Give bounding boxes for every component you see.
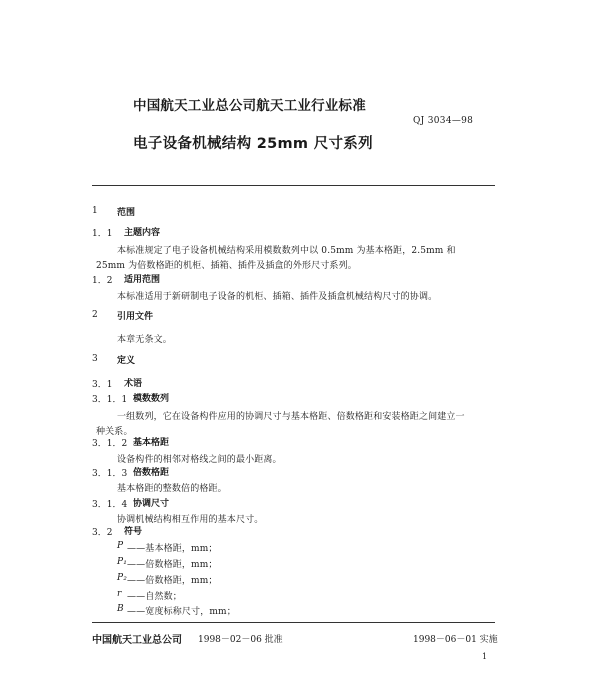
section-3-1-1-text-line-1: 一组数列，它在设备构件应用的协调尺寸与基本格距、倍数格距和安装格距之间建立一 xyxy=(117,412,465,422)
footer-organization: 中国航天工业总公司 xyxy=(92,635,182,646)
section-3-1-4-text: 协调机械结构相互作用的基本尺寸。 xyxy=(117,515,264,525)
section-1-title: 范围 xyxy=(117,208,136,218)
implementation-date: 1998－06－01 实施 xyxy=(413,635,498,645)
section-3-1-4-title: 协调尺寸 xyxy=(133,499,170,509)
section-3-1-2-title: 基本格距 xyxy=(133,438,170,448)
section-1-2-title: 适用范围 xyxy=(124,275,161,285)
symbol-description: ——自然数； xyxy=(127,592,182,602)
section-3-1-3-text: 基本格距的整数倍的格距。 xyxy=(117,484,227,494)
symbol-description: ——倍数格距，mm； xyxy=(127,576,218,586)
symbol-term: P₁ xyxy=(117,557,127,567)
approval-date: 1998－02－06 批准 xyxy=(198,635,283,645)
issuing-organization: 中国航天工业总公司航天工业行业标准 xyxy=(133,98,366,114)
symbol-term: P₂ xyxy=(117,573,127,583)
standard-code: QJ 3034—98 xyxy=(413,116,474,126)
section-3-number: 3 xyxy=(92,354,98,364)
section-1-number: 1 xyxy=(92,206,98,216)
section-3-1-3-number: 3．1．3 xyxy=(92,469,128,479)
section-3-1-2-text: 设备构件的相邻对格线之间的最小距离。 xyxy=(117,455,282,465)
section-3-1-1-number: 3．1．1 xyxy=(92,395,128,405)
section-3-2-number: 3．2 xyxy=(92,528,113,538)
header-rule xyxy=(92,185,495,186)
section-3-1-number: 3．1 xyxy=(92,380,113,390)
section-1-1-number: 1．1 xyxy=(92,229,113,239)
section-3-title: 定义 xyxy=(117,356,136,366)
section-3-1-4-number: 3．1．4 xyxy=(92,500,128,510)
section-3-2-title: 符号 xyxy=(124,527,143,537)
section-3-1-1-title: 模数数列 xyxy=(133,394,170,404)
section-3-1-3-title: 倍数格距 xyxy=(133,468,170,478)
symbol-description: ——基本格距，mm； xyxy=(127,544,218,554)
symbol-term: r xyxy=(117,589,122,599)
symbol-description: ——宽度标称尺寸，mm； xyxy=(127,607,236,617)
section-1-1-text-line-1: 本标准规定了电子设备机械结构采用模数数列中以 0.5mm 为基本格距，2.5mm 和 xyxy=(117,246,456,256)
symbol-term: B xyxy=(117,604,124,614)
section-1-2-number: 1．2 xyxy=(92,276,113,286)
document-title: 电子设备机械结构 25mm 尺寸系列 xyxy=(133,136,373,152)
symbol-term: P xyxy=(117,541,124,551)
section-3-1-2-number: 3．1．2 xyxy=(92,439,128,449)
section-3-1-title: 术语 xyxy=(124,379,143,389)
section-3-1-1-text-line-2: 种关系。 xyxy=(96,427,133,437)
section-2-title: 引用文件 xyxy=(117,312,154,322)
section-1-1-text-line-2: 25mm 为倍数格距的机柜、插箱、插件及插盒的外形尺寸系列。 xyxy=(96,261,357,271)
symbol-description: ——倍数格距，mm； xyxy=(127,560,218,570)
section-2-text: 本章无条文。 xyxy=(117,335,172,345)
page-number: 1 xyxy=(482,652,488,661)
section-1-2-text: 本标准适用于新研制电子设备的机柜、插箱、插件及插盒机械结构尺寸的协调。 xyxy=(117,292,438,302)
footer-rule xyxy=(92,622,495,623)
section-2-number: 2 xyxy=(92,310,98,320)
section-1-1-title: 主题内容 xyxy=(124,228,161,238)
